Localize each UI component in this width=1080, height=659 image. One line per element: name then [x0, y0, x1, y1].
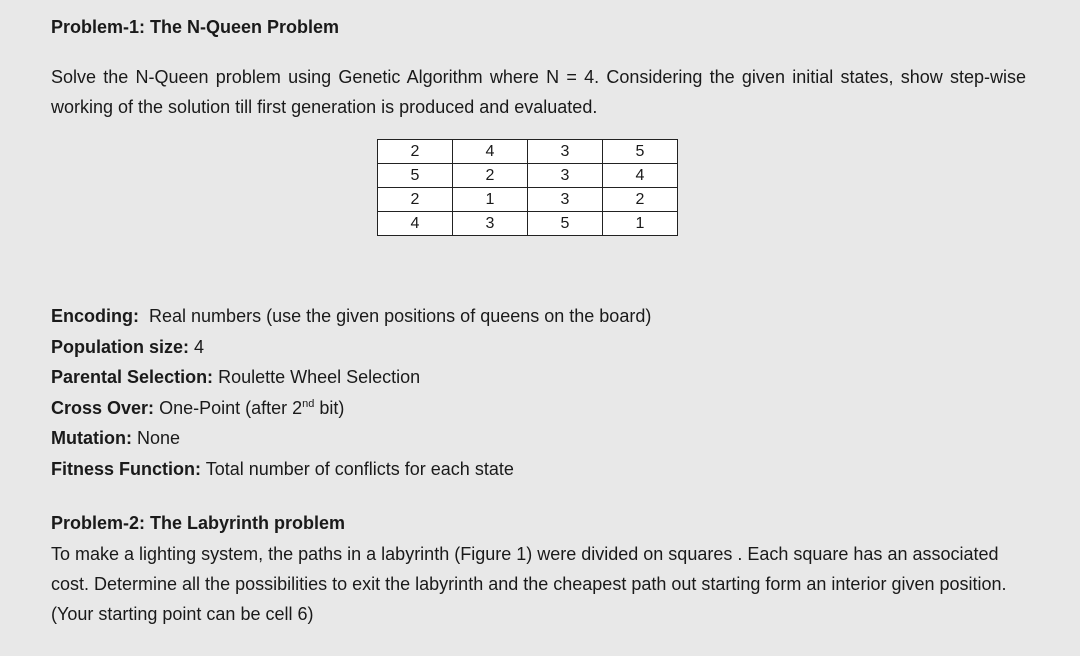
ga-parameters — [51, 301, 651, 484]
table-cell: 2 — [378, 188, 453, 212]
table-cell: 3 — [528, 164, 603, 188]
table-cell: 5 — [528, 212, 603, 236]
selection-row — [51, 362, 651, 393]
crossover-value-suffix: bit) — [314, 397, 345, 418]
table-row — [378, 188, 678, 212]
mutation-value: None — [137, 428, 181, 448]
population-row — [51, 332, 651, 363]
encoding-row — [51, 301, 651, 332]
table-cell: 4 — [453, 140, 528, 164]
table-row — [378, 164, 678, 188]
population-value: 4 — [194, 336, 205, 357]
table-cell: 2 — [453, 164, 528, 188]
table-cell: 5 — [378, 164, 453, 188]
table-cell: 4 — [378, 212, 453, 236]
fitness-label: Fitness Function: — [51, 458, 201, 479]
problem1-description: Solve the N-Queen problem using Genetic Algorithm where N = 4. Considering the given initial states, show step-wise working of the solution till first generation is produced and evaluated. — [51, 67, 1026, 117]
problem2-title: Problem-2: The Labyrinth problem — [51, 513, 346, 533]
crossover-label: Cross Over: — [51, 397, 155, 418]
table-cell: 2 — [603, 188, 678, 212]
crossover-row — [51, 393, 651, 424]
table-cell: 1 — [453, 188, 528, 212]
table-cell: 5 — [603, 140, 678, 164]
table-row — [378, 212, 678, 236]
table-cell: 4 — [603, 164, 678, 188]
table-cell: 3 — [528, 140, 603, 164]
table-cell: 3 — [528, 188, 603, 212]
problem1-title: Problem-1: The N-Queen Problem — [51, 17, 340, 37]
selection-label: Parental Selection: — [51, 367, 214, 387]
mutation-label: Mutation: — [51, 428, 132, 448]
fitness-row — [51, 454, 651, 485]
initial-states-table — [377, 139, 678, 236]
mutation-row — [51, 423, 651, 454]
crossover-value-sup: nd — [302, 397, 315, 410]
table-cell: 1 — [603, 212, 678, 236]
selection-value: Roulette Wheel Selection — [218, 367, 421, 387]
table-cell: 2 — [378, 140, 453, 164]
encoding-value: Real numbers (use the given positions of queens on the board) — [149, 306, 652, 326]
problem2-description: To make a lighting system, the paths in a labyrinth (Figure 1) were divided on squares . Each square has an associated cost. Determine all the possibilities to exit the labyrinth and the cheapest path out starting form an interior given position. (Your starting point can be cell 6) — [51, 544, 1007, 624]
crossover-value-prefix: One-Point (after 2 — [159, 397, 303, 418]
table-cell: 3 — [453, 212, 528, 236]
table-row — [378, 140, 678, 164]
fitness-value: Total number of conflicts for each state — [205, 458, 514, 479]
encoding-label: Encoding: — [51, 306, 139, 326]
population-label: Population size: — [51, 336, 190, 357]
